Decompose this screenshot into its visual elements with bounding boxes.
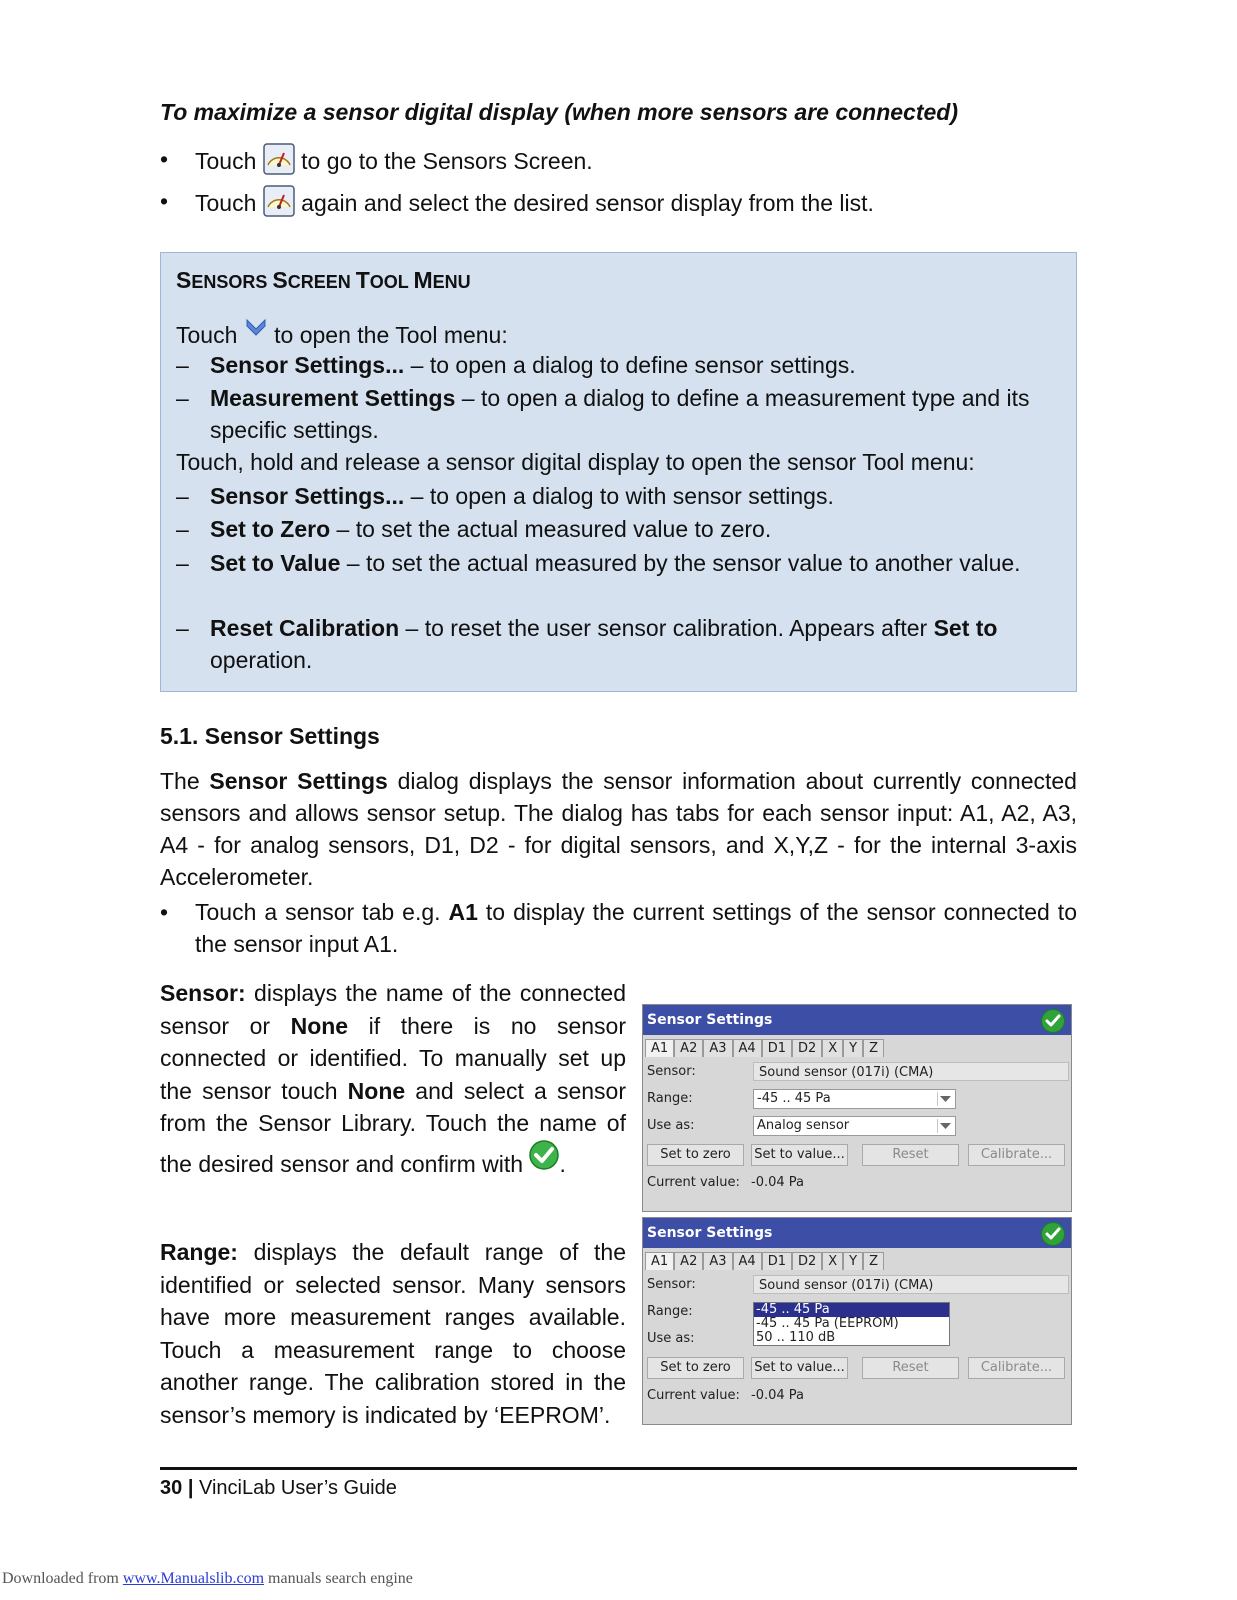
use-as-select[interactable]: Analog sensor: [753, 1116, 956, 1136]
tab-d2[interactable]: D2: [792, 1039, 822, 1057]
set-to-zero-button[interactable]: Set to zero: [647, 1144, 744, 1166]
sensor-settings-dialog: [642, 1004, 1072, 1212]
tab-a4[interactable]: A4: [733, 1252, 762, 1270]
set-to-zero-button[interactable]: Set to zero: [647, 1357, 744, 1379]
tab-d1[interactable]: D1: [762, 1039, 792, 1057]
current-value: -0.04 Pa: [751, 1388, 804, 1403]
use-as-label: Use as:: [647, 1118, 695, 1133]
tool-menu-title: SENSORS SCREEN TOOL MENU: [176, 267, 471, 293]
page-number: 30: [160, 1477, 183, 1499]
sensor-label: Sensor:: [647, 1064, 696, 1079]
sensor-tabs: [645, 1039, 884, 1057]
bullet-dot: •: [160, 899, 169, 925]
bullet-pre: Touch: [195, 148, 257, 174]
guide-title: VinciLab User’s Guide: [198, 1477, 397, 1499]
tab-a4[interactable]: A4: [733, 1039, 762, 1057]
download-notice: Downloaded from www.Manualslib.com manuals search engine: [2, 1570, 413, 1587]
sensor-settings-dialog-range-open: [642, 1217, 1072, 1425]
tool-menu-box: [160, 252, 1077, 692]
calibrate-button[interactable]: Calibrate...: [968, 1144, 1065, 1166]
tab-a2[interactable]: A2: [674, 1252, 703, 1270]
confirm-ok-icon[interactable]: [1041, 1009, 1065, 1033]
checkmark-ok-icon: [529, 1140, 559, 1170]
current-value-label: Current value:: [647, 1175, 740, 1190]
dropdown-arrow-icon: [937, 1092, 953, 1106]
sensor-name-field[interactable]: Sound sensor (017i) (CMA): [753, 1062, 1069, 1081]
tab-a1[interactable]: A1: [645, 1039, 674, 1057]
bullet-pre: Touch: [195, 190, 257, 216]
range-label: Range:: [647, 1304, 693, 1319]
menu-item: Set to Zero – to set the actual measured value to zero.: [210, 516, 772, 542]
tab-y[interactable]: Y: [843, 1039, 863, 1057]
sensor-name-field[interactable]: Sound sensor (017i) (CMA): [753, 1275, 1069, 1294]
dialog-title-bar: Sensor Settings: [643, 1005, 1071, 1035]
bullet-post: to go to the Sensors Screen.: [301, 148, 593, 174]
dash: –: [176, 385, 189, 411]
range-option[interactable]: 50 .. 110 dB: [756, 1330, 836, 1345]
tab-a3[interactable]: A3: [703, 1252, 732, 1270]
maximize-heading: To maximize a sensor digital display (when more sensors are connected): [160, 99, 959, 125]
set-to-value-button[interactable]: Set to value...: [751, 1144, 848, 1166]
sensor-paragraph: Sensor: displays the name of the connected sensor or None if there is no sensor connected or identified. To manually set up the sensor touch None and select a sensor from the Sensor Library. Touch the name of the desired sensor and confirm with .: [160, 980, 626, 1177]
set-to-value-button[interactable]: Set to value...: [751, 1357, 848, 1379]
footer-rule: [160, 1467, 1077, 1470]
current-value-label: Current value:: [647, 1388, 740, 1403]
reset-button[interactable]: Reset: [862, 1144, 959, 1166]
bullet-dot: •: [160, 146, 169, 172]
dropdown-arrow-icon: [937, 1119, 953, 1133]
sensor-label: Sensor:: [647, 1277, 696, 1292]
tab-bullet: Touch a sensor tab e.g. A1 to display the current settings of the sensor connected to the sensor input A1.: [195, 899, 1077, 957]
tab-d1[interactable]: D1: [762, 1252, 792, 1270]
hold-release-line: Touch, hold and release a sensor digital display to open the sensor Tool menu:: [176, 449, 975, 475]
touch-tool-line: Touch to open the Tool menu:: [176, 315, 508, 351]
section-heading: 5.1. Sensor Settings: [160, 723, 380, 749]
range-options-list: [753, 1302, 950, 1346]
dash: –: [176, 352, 189, 378]
menu-item: Reset Calibration – to reset the user sensor calibration. Appears after Set to operation.: [210, 615, 998, 673]
calibrate-button[interactable]: Calibrate...: [968, 1357, 1065, 1379]
menu-item: Set to Value – to set the actual measured by the sensor value to another value.: [210, 550, 1021, 576]
range-option[interactable]: -45 .. 45 Pa: [754, 1303, 949, 1317]
bullet-item: [195, 143, 593, 177]
dash: –: [176, 483, 189, 509]
range-select[interactable]: -45 .. 45 Pa: [753, 1089, 956, 1109]
sensor-gauge-icon: [263, 185, 295, 217]
bullet-item: [195, 185, 874, 219]
page-footer: 30 | VinciLab User’s Guide: [160, 1477, 397, 1499]
menu-item: Measurement Settings – to open a dialog to define a measurement type and its specific settings.: [210, 385, 1030, 443]
tab-a1[interactable]: A1: [645, 1252, 674, 1270]
dash: –: [176, 615, 189, 641]
current-value: -0.04 Pa: [751, 1175, 804, 1190]
dash: –: [176, 516, 189, 542]
chevron-down-icon: [244, 315, 268, 337]
tab-a3[interactable]: A3: [703, 1039, 732, 1057]
intro-paragraph: The Sensor Settings dialog displays the sensor information about currently connected sensors and allows sensor setup. The dialog has tabs for each sensor input: A1, A2, A3, A4 - for analog sensors, D1, D2 - for digital sensors, and X,Y,Z - for the internal 3-axis Accelerometer.: [160, 768, 1077, 890]
range-paragraph: Range: displays the default range of the identified or selected sensor. Many sensors have more measurement ranges available. Touch a measurement range to choose another range. The calibration stored in the sensor’s memory is indicated by ‘EEPROM’.: [160, 1239, 626, 1428]
use-as-label: Use as:: [647, 1331, 695, 1346]
dash: –: [176, 550, 189, 576]
tab-a2[interactable]: A2: [674, 1039, 703, 1057]
reset-button[interactable]: Reset: [862, 1357, 959, 1379]
tab-d2[interactable]: D2: [792, 1252, 822, 1270]
range-option[interactable]: -45 .. 45 Pa (EEPROM): [756, 1316, 899, 1331]
bullet-dot: •: [160, 188, 169, 214]
tab-x[interactable]: X: [822, 1252, 843, 1270]
dialog-title-bar: Sensor Settings: [643, 1218, 1071, 1248]
tab-z[interactable]: Z: [863, 1252, 884, 1270]
sensor-gauge-icon: [263, 143, 295, 175]
tab-z[interactable]: Z: [863, 1039, 884, 1057]
bullet-post: again and select the desired sensor display from the list.: [301, 190, 874, 216]
range-label: Range:: [647, 1091, 693, 1106]
menu-item: Sensor Settings... – to open a dialog to with sensor settings.: [210, 483, 834, 509]
tab-y[interactable]: Y: [843, 1252, 863, 1270]
confirm-ok-icon[interactable]: [1041, 1222, 1065, 1246]
menu-item: Sensor Settings... – to open a dialog to define sensor settings.: [210, 352, 856, 378]
manualslib-link[interactable]: www.Manualslib.com: [122, 1570, 265, 1587]
tab-x[interactable]: X: [822, 1039, 843, 1057]
sensor-tabs: [645, 1252, 884, 1270]
